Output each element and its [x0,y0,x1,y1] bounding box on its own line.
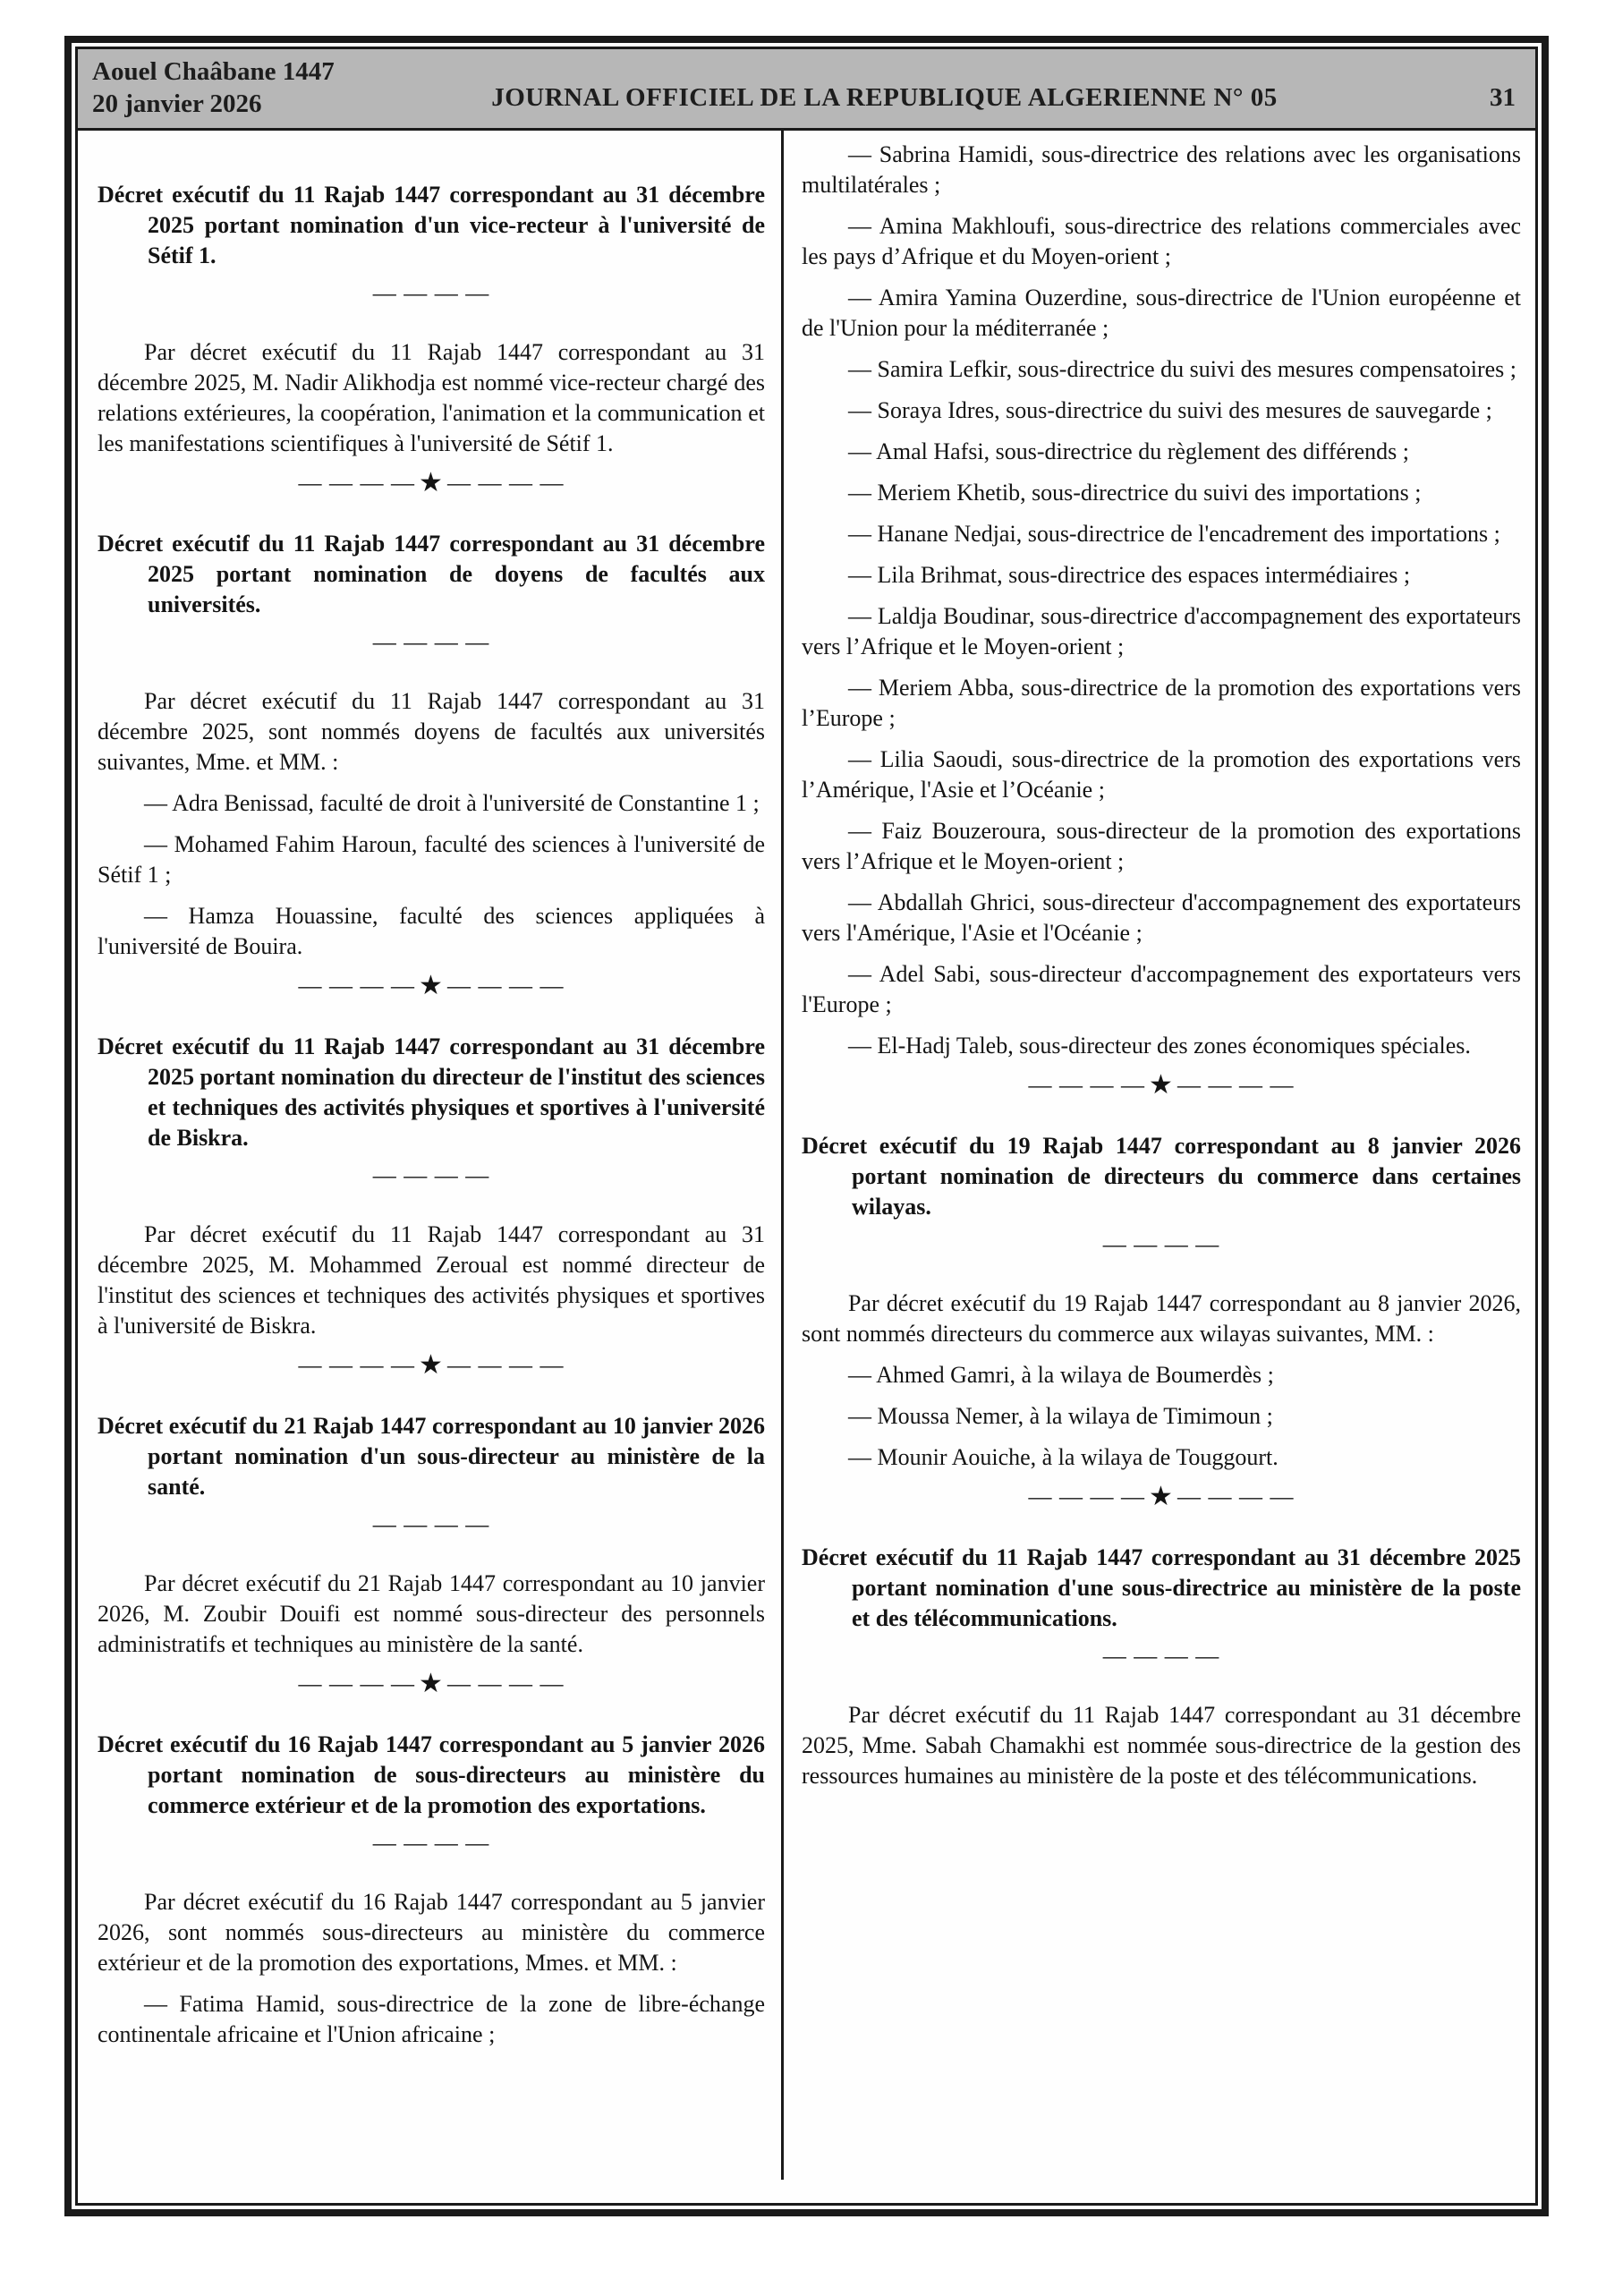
dash-separator: — — — — [372,1830,490,1856]
star-icon: ★ [1149,1070,1174,1100]
decree-body: Par décret exécutif du 11 Rajab 1447 correspondant au 31 décembre 2025, M. Mohammed Zeroual est nommé directeur de l'institut des sciences et techniques des activités physiques et sportives à l'université de Biskra. [98,1221,765,1339]
list-item: — Lilia Saoudi, sous-directrice de la promotion des exportations vers l’Amérique, l'Asie et l’Océanie ; [802,746,1521,803]
list-item: — Adra Benissad, faculté de droit à l'université de Constantine 1 ; [144,790,760,816]
decree-heading: Décret exécutif du 21 Rajab 1447 correspondant au 10 janvier 2026 portant nomination d'un sous-directeur au ministère de la santé. [98,1413,765,1500]
dash-separator: — — — — [372,629,490,655]
decree-body: Par décret exécutif du 16 Rajab 1447 correspondant au 5 janvier 2026, sont nommés sous-directeurs au ministère du commerce extérieur et de la promotion des exportations, Mmes. et MM. : [98,1889,765,1976]
separator-dashes-right: — — — — [1177,1072,1295,1098]
decree-heading: Décret exécutif du 11 Rajab 1447 correspondant au 31 décembre 2025 portant nomination de doyens de facultés aux universités. [98,531,765,617]
list-item: — Mounir Aouiche, à la wilaya de Touggourt. [848,1444,1278,1470]
list-item: — Hanane Nedjai, sous-directrice de l'encadrement des importations ; [848,521,1500,547]
page-frame-inner [75,47,1538,2206]
star-icon: ★ [419,1350,444,1380]
star-icon: ★ [1149,1482,1174,1511]
separator-dashes-left: — — — — [1028,1484,1146,1509]
decree-body: Par décret exécutif du 21 Rajab 1447 correspondant au 10 janvier 2026, M. Zoubir Douifi est nommé sous-directeur des personnels administratifs et techniques au ministère de la santé. [98,1570,765,1657]
star-separator [98,1350,765,1381]
list-item: — Faiz Bouzeroura, sous-directeur de la promotion des exportations vers l’Afrique et le Moyen-orient ; [802,818,1521,874]
dash-separator: — — — — [1102,1231,1220,1257]
star-separator [802,1482,1521,1512]
star-separator [98,468,765,498]
separator-dashes-right: — — — — [446,470,565,496]
content-columns [78,131,1535,2203]
decree-section-commerce-exterieur [98,1730,765,2050]
list-item: — Moussa Nemer, à la wilaya de Timimoun ; [848,1403,1273,1429]
list-item: — Amal Hafsi, sous-directrice du règlement des différends ; [848,438,1409,464]
list-item: — Hamza Houassine, faculté des sciences appliquées à l'université de Bouira. [98,903,765,959]
list-item: — Fatima Hamid, sous-directrice de la zone de libre-échange continentale africaine et l'Union africaine ; [98,1991,765,2047]
separator-dashes-right: — — — — [446,1352,565,1378]
list-item: — Sabrina Hamidi, sous-directrice des relations avec les organisations multilatérales ; [802,141,1521,198]
dash-separator: — — — — [1102,1643,1220,1669]
dash-separator: — — — — [372,1511,490,1537]
decree-section-directeurs-commerce-wilayas [802,1131,1521,1512]
date-gregorian: 20 janvier 2026 [92,89,262,118]
list-item: — Laldja Boudinar, sous-directrice d'accompagnement des exportateurs vers l’Afrique et le Moyen-orient ; [802,603,1521,659]
page-number: 31 [1490,82,1516,112]
decree-heading: Décret exécutif du 11 Rajab 1447 correspondant au 31 décembre 2025 portant nomination du directeur de l'institut des sciences et techniques des activités physiques et sportives à l'université de Biskra. [98,1033,765,1151]
gazette-page [64,36,1549,2216]
star-icon: ★ [419,468,444,497]
separator-dashes-right: — — — — [446,973,565,999]
page-frame-outer [64,36,1549,2216]
star-separator [98,971,765,1001]
decree-section-institut-biskra [98,1032,765,1381]
list-item: — Soraya Idres, sous-directrice du suivi des mesures de sauvegarde ; [848,397,1492,423]
list-item: — Lila Brihmat, sous-directrice des espaces intermédiaires ; [848,562,1411,588]
list-item: — Meriem Abba, sous-directrice de la promotion des exportations vers l’Europe ; [802,675,1521,731]
separator-dashes-right: — — — — [446,1671,565,1696]
star-separator [802,1070,1521,1101]
dash-separator: — — — — [372,1162,490,1188]
decree-body: Par décret exécutif du 19 Rajab 1447 correspondant au 8 janvier 2026, sont nommés directeurs du commerce aux wilayas suivantes, MM. : [802,1290,1521,1347]
separator-dashes-left: — — — — [298,1671,416,1696]
list-item: — Samira Lefkir, sous-directrice du suivi des mesures compensatoires ; [848,356,1516,382]
star-icon: ★ [419,1669,444,1698]
decree-body: Par décret exécutif du 11 Rajab 1447 correspondant au 31 décembre 2025, sont nommés doyens de facultés aux universités suivantes, Mme. et MM. : [98,688,765,775]
list-item: — Ahmed Gamri, à la wilaya de Boumerdès ; [848,1362,1274,1388]
decree-body: Par décret exécutif du 11 Rajab 1447 correspondant au 31 décembre 2025, M. Nadir Alikhodja est nommé vice-recteur chargé des relations extérieures, la coopération, l'animation et la communication et les manifestations scientifiques à l'université de Sétif 1. [98,339,765,456]
dash-separator: — — — — [372,280,490,306]
left-column [92,131,781,2180]
list-item: — Mohamed Fahim Haroun, faculté des sciences à l'université de Sétif 1 ; [98,831,765,888]
list-item: — Abdallah Ghrici, sous-directeur d'accompagnement des exportateurs vers l'Amérique, l'Asie et l'Océanie ; [802,889,1521,946]
right-column [784,131,1526,2180]
decree-heading: Décret exécutif du 11 Rajab 1447 correspondant au 31 décembre 2025 portant nomination d'une sous-directrice au ministère de la poste et des télécommunications. [802,1544,1521,1631]
decree-section-sous-directeur-sante [98,1411,765,1699]
journal-title: JOURNAL OFFICIEL DE LA REPUBLIQUE ALGERIENNE N° 05 [491,82,1278,112]
list-item: — Amira Yamina Ouzerdine, sous-directrice de l'Union européenne et de l'Union pour la méditerranée ; [802,285,1521,341]
header-dates [92,55,361,120]
decree-heading: Décret exécutif du 16 Rajab 1447 correspondant au 5 janvier 2026 portant nomination de sous-directeurs au ministère du commerce extérieur et de la promotion des exportations. [98,1731,765,1818]
decree-body: Par décret exécutif du 11 Rajab 1447 correspondant au 31 décembre 2025, Mme. Sabah Chamakhi est nommée sous-directrice de la gestion des ressources humaines au ministère de la poste et des télécommunications. [802,1702,1521,1789]
star-separator [98,1669,765,1699]
separator-dashes-left: — — — — [298,470,416,496]
page-header [78,49,1535,131]
decree-continuation-sous-directeurs [802,140,1521,1101]
decree-heading: Décret exécutif du 19 Rajab 1447 correspondant au 8 janvier 2026 portant nomination de directeurs du commerce dans certaines wilayas. [802,1133,1521,1220]
separator-dashes-right: — — — — [1177,1484,1295,1509]
decree-section-vice-recteur-setif [98,180,765,498]
decree-section-doyens-facultes [98,529,765,1001]
list-item: — El-Hadj Taleb, sous-directeur des zones économiques spéciales. [848,1033,1471,1059]
list-item: — Meriem Khetib, sous-directrice du suivi des importations ; [848,480,1422,506]
separator-dashes-left: — — — — [298,973,416,999]
separator-dashes-left: — — — — [1028,1072,1146,1098]
decree-section-poste-telecommunications [802,1543,1521,1791]
list-item: — Adel Sabi, sous-directeur d'accompagnement des exportateurs vers l'Europe ; [802,961,1521,1017]
list-item: — Amina Makhloufi, sous-directrice des relations commerciales avec les pays d’Afrique et du Moyen-orient ; [802,213,1521,269]
star-icon: ★ [419,971,444,1000]
decree-heading: Décret exécutif du 11 Rajab 1447 correspondant au 31 décembre 2025 portant nomination d'un vice-recteur à l'université de Sétif 1. [98,182,765,268]
date-hijri: Aouel Chaâbane 1447 [92,57,335,86]
separator-dashes-left: — — — — [298,1352,416,1378]
